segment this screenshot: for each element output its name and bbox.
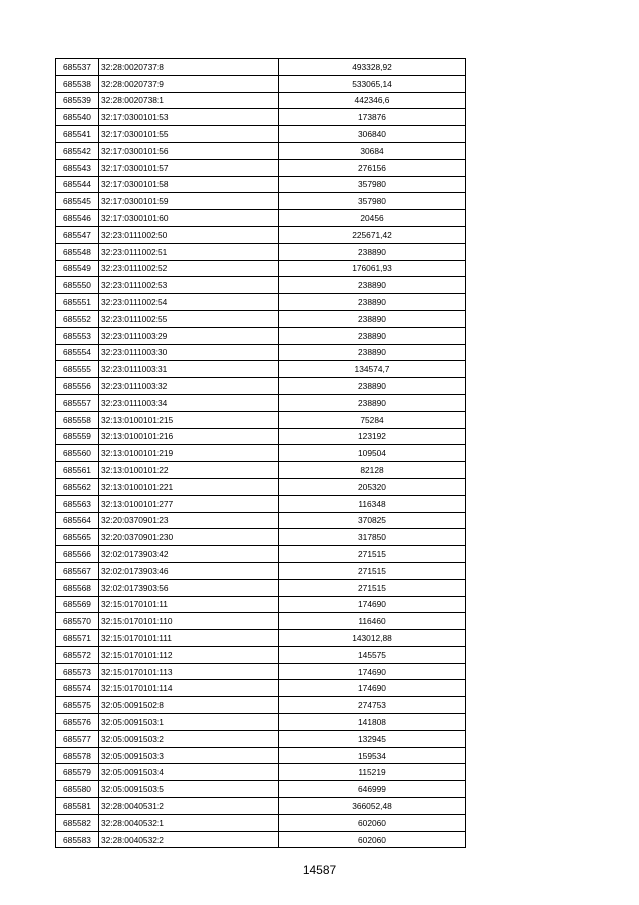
- table-row: [56, 663, 466, 680]
- row-number-cell: 685563: [56, 495, 99, 512]
- table-row: [56, 361, 466, 378]
- row-number-cell: 685583: [56, 831, 99, 848]
- cadastral-number-cell: 32:28:0020737:8: [99, 59, 279, 76]
- cadastral-number-cell: 32:13:0100101:219: [99, 445, 279, 462]
- table-row: [56, 294, 466, 311]
- table-row: [56, 142, 466, 159]
- table-row: [56, 529, 466, 546]
- row-number-cell: 685540: [56, 109, 99, 126]
- value-cell: 238890: [279, 378, 466, 395]
- table-row: [56, 92, 466, 109]
- table-row: [56, 697, 466, 714]
- value-cell: 145575: [279, 646, 466, 663]
- value-cell: 370825: [279, 512, 466, 529]
- table-row: [56, 764, 466, 781]
- row-number-cell: 685562: [56, 478, 99, 495]
- table-row: [56, 226, 466, 243]
- table-row: [56, 445, 466, 462]
- value-cell: 276156: [279, 159, 466, 176]
- table-row: [56, 630, 466, 647]
- table-row: [56, 344, 466, 361]
- row-number-cell: 685548: [56, 243, 99, 260]
- table-row: [56, 781, 466, 798]
- value-cell: 82128: [279, 462, 466, 479]
- cadastral-number-cell: 32:23:0111003:34: [99, 394, 279, 411]
- table-row: [56, 126, 466, 143]
- row-number-cell: 685551: [56, 294, 99, 311]
- row-number-cell: 685537: [56, 59, 99, 76]
- cadastral-number-cell: 32:05:0091503:4: [99, 764, 279, 781]
- row-number-cell: 685542: [56, 142, 99, 159]
- table-row: [56, 562, 466, 579]
- cadastral-number-cell: 32:17:0300101:60: [99, 210, 279, 227]
- table-row: [56, 193, 466, 210]
- value-cell: 238890: [279, 344, 466, 361]
- row-number-cell: 685539: [56, 92, 99, 109]
- row-number-cell: 685543: [56, 159, 99, 176]
- cadastral-number-cell: 32:17:0300101:57: [99, 159, 279, 176]
- row-number-cell: 685575: [56, 697, 99, 714]
- cadastral-number-cell: 32:20:0370901:23: [99, 512, 279, 529]
- cadastral-number-cell: 32:23:0111003:30: [99, 344, 279, 361]
- row-number-cell: 685565: [56, 529, 99, 546]
- value-cell: 442346,6: [279, 92, 466, 109]
- table-row: [56, 680, 466, 697]
- row-number-cell: 685560: [56, 445, 99, 462]
- cadastral-number-cell: 32:17:0300101:53: [99, 109, 279, 126]
- value-cell: 115219: [279, 764, 466, 781]
- value-cell: 238890: [279, 310, 466, 327]
- value-cell: 20456: [279, 210, 466, 227]
- cadastral-number-cell: 32:15:0170101:110: [99, 613, 279, 630]
- value-cell: 141808: [279, 714, 466, 731]
- cadastral-number-cell: 32:17:0300101:58: [99, 176, 279, 193]
- cadastral-number-cell: 32:05:0091502:8: [99, 697, 279, 714]
- value-cell: 271515: [279, 546, 466, 563]
- row-number-cell: 685568: [56, 579, 99, 596]
- row-number-cell: 685580: [56, 781, 99, 798]
- row-number-cell: 685552: [56, 310, 99, 327]
- table-row: [56, 310, 466, 327]
- row-number-cell: 685561: [56, 462, 99, 479]
- value-cell: 205320: [279, 478, 466, 495]
- cadastral-number-cell: 32:13:0100101:215: [99, 411, 279, 428]
- cadastral-number-cell: 32:05:0091503:5: [99, 781, 279, 798]
- cadastral-number-cell: 32:23:0111002:51: [99, 243, 279, 260]
- table-row: [56, 394, 466, 411]
- value-cell: 174690: [279, 663, 466, 680]
- row-number-cell: 685557: [56, 394, 99, 411]
- table-row: [56, 109, 466, 126]
- cadastral-number-cell: 32:23:0111002:55: [99, 310, 279, 327]
- row-number-cell: 685541: [56, 126, 99, 143]
- value-cell: 493328,92: [279, 59, 466, 76]
- row-number-cell: 685566: [56, 546, 99, 563]
- table-row: [56, 646, 466, 663]
- table-row: [56, 411, 466, 428]
- value-cell: 533065,14: [279, 75, 466, 92]
- row-number-cell: 685571: [56, 630, 99, 647]
- row-number-cell: 685554: [56, 344, 99, 361]
- cadastral-number-cell: 32:13:0100101:216: [99, 428, 279, 445]
- row-number-cell: 685544: [56, 176, 99, 193]
- value-cell: 238890: [279, 394, 466, 411]
- table-row: [56, 546, 466, 563]
- row-number-cell: 685538: [56, 75, 99, 92]
- value-cell: 238890: [279, 294, 466, 311]
- row-number-cell: 685558: [56, 411, 99, 428]
- row-number-cell: 685556: [56, 378, 99, 395]
- value-cell: 306840: [279, 126, 466, 143]
- cadastral-number-cell: 32:23:0111003:32: [99, 378, 279, 395]
- cadastral-number-cell: 32:23:0111002:53: [99, 277, 279, 294]
- value-cell: 173876: [279, 109, 466, 126]
- table-row: [56, 277, 466, 294]
- cadastral-number-cell: 32:20:0370901:230: [99, 529, 279, 546]
- cadastral-number-cell: 32:13:0100101:22: [99, 462, 279, 479]
- table-row: [56, 714, 466, 731]
- value-cell: 30684: [279, 142, 466, 159]
- row-number-cell: 685569: [56, 596, 99, 613]
- value-cell: 602060: [279, 831, 466, 848]
- value-cell: 366052,48: [279, 798, 466, 815]
- cadastral-number-cell: 32:23:0111002:50: [99, 226, 279, 243]
- row-number-cell: 685567: [56, 562, 99, 579]
- value-cell: 116348: [279, 495, 466, 512]
- table-row: [56, 495, 466, 512]
- row-number-cell: 685550: [56, 277, 99, 294]
- row-number-cell: 685577: [56, 730, 99, 747]
- row-number-cell: 685546: [56, 210, 99, 227]
- value-cell: 123192: [279, 428, 466, 445]
- table-row: [56, 75, 466, 92]
- value-cell: 238890: [279, 243, 466, 260]
- table-row: [56, 378, 466, 395]
- value-cell: 116460: [279, 613, 466, 630]
- table-row: [56, 176, 466, 193]
- cadastral-number-cell: 32:17:0300101:55: [99, 126, 279, 143]
- table-row: [56, 243, 466, 260]
- value-cell: 646999: [279, 781, 466, 798]
- value-cell: 174690: [279, 680, 466, 697]
- value-cell: 238890: [279, 277, 466, 294]
- value-cell: 238890: [279, 327, 466, 344]
- value-cell: 317850: [279, 529, 466, 546]
- row-number-cell: 685578: [56, 747, 99, 764]
- row-number-cell: 685559: [56, 428, 99, 445]
- table-row: [56, 831, 466, 848]
- row-number-cell: 685547: [56, 226, 99, 243]
- cadastral-number-cell: 32:15:0170101:112: [99, 646, 279, 663]
- row-number-cell: 685579: [56, 764, 99, 781]
- row-number-cell: 685549: [56, 260, 99, 277]
- table-row: [56, 59, 466, 76]
- cadastral-value-table: [55, 58, 466, 848]
- cadastral-number-cell: 32:13:0100101:221: [99, 478, 279, 495]
- cadastral-number-cell: 32:02:0173903:56: [99, 579, 279, 596]
- cadastral-number-cell: 32:05:0091503:1: [99, 714, 279, 731]
- cadastral-number-cell: 32:02:0173903:46: [99, 562, 279, 579]
- value-cell: 143012,88: [279, 630, 466, 647]
- table-row: [56, 428, 466, 445]
- page-number: 14587: [302, 863, 337, 877]
- cadastral-number-cell: 32:05:0091503:2: [99, 730, 279, 747]
- table-body: [56, 59, 466, 848]
- value-cell: 271515: [279, 562, 466, 579]
- row-number-cell: 685573: [56, 663, 99, 680]
- cadastral-number-cell: 32:15:0170101:111: [99, 630, 279, 647]
- cadastral-number-cell: 32:28:0040532:1: [99, 814, 279, 831]
- cadastral-number-cell: 32:28:0020738:1: [99, 92, 279, 109]
- row-number-cell: 685582: [56, 814, 99, 831]
- value-cell: 357980: [279, 193, 466, 210]
- cadastral-number-cell: 32:17:0300101:56: [99, 142, 279, 159]
- row-number-cell: 685576: [56, 714, 99, 731]
- table-row: [56, 798, 466, 815]
- cadastral-number-cell: 32:28:0020737:9: [99, 75, 279, 92]
- table-row: [56, 478, 466, 495]
- table-row: [56, 327, 466, 344]
- cadastral-number-cell: 32:02:0173903:42: [99, 546, 279, 563]
- cadastral-number-cell: 32:05:0091503:3: [99, 747, 279, 764]
- value-cell: 174690: [279, 596, 466, 613]
- table-row: [56, 159, 466, 176]
- value-cell: 357980: [279, 176, 466, 193]
- value-cell: 225671,42: [279, 226, 466, 243]
- value-cell: 602060: [279, 814, 466, 831]
- row-number-cell: 685555: [56, 361, 99, 378]
- cadastral-number-cell: 32:15:0170101:114: [99, 680, 279, 697]
- cadastral-number-cell: 32:15:0170101:113: [99, 663, 279, 680]
- table-row: [56, 613, 466, 630]
- value-cell: 132945: [279, 730, 466, 747]
- row-number-cell: 685572: [56, 646, 99, 663]
- row-number-cell: 685553: [56, 327, 99, 344]
- value-cell: 274753: [279, 697, 466, 714]
- cadastral-number-cell: 32:13:0100101:277: [99, 495, 279, 512]
- table-row: [56, 512, 466, 529]
- value-cell: 134574,7: [279, 361, 466, 378]
- row-number-cell: 685570: [56, 613, 99, 630]
- table-row: [56, 579, 466, 596]
- value-cell: 159534: [279, 747, 466, 764]
- table-row: [56, 596, 466, 613]
- cadastral-number-cell: 32:23:0111002:52: [99, 260, 279, 277]
- row-number-cell: 685574: [56, 680, 99, 697]
- cadastral-number-cell: 32:23:0111002:54: [99, 294, 279, 311]
- value-cell: 271515: [279, 579, 466, 596]
- table-row: [56, 260, 466, 277]
- table-row: [56, 814, 466, 831]
- value-cell: 109504: [279, 445, 466, 462]
- cadastral-number-cell: 32:23:0111003:31: [99, 361, 279, 378]
- row-number-cell: 685581: [56, 798, 99, 815]
- cadastral-number-cell: 32:17:0300101:59: [99, 193, 279, 210]
- cadastral-number-cell: 32:23:0111003:29: [99, 327, 279, 344]
- table-row: [56, 730, 466, 747]
- cadastral-number-cell: 32:15:0170101:11: [99, 596, 279, 613]
- table-row: [56, 747, 466, 764]
- value-cell: 75284: [279, 411, 466, 428]
- table-row: [56, 462, 466, 479]
- row-number-cell: 685545: [56, 193, 99, 210]
- cadastral-number-cell: 32:28:0040532:2: [99, 831, 279, 848]
- table-row: [56, 210, 466, 227]
- value-cell: 176061,93: [279, 260, 466, 277]
- row-number-cell: 685564: [56, 512, 99, 529]
- cadastral-number-cell: 32:28:0040531:2: [99, 798, 279, 815]
